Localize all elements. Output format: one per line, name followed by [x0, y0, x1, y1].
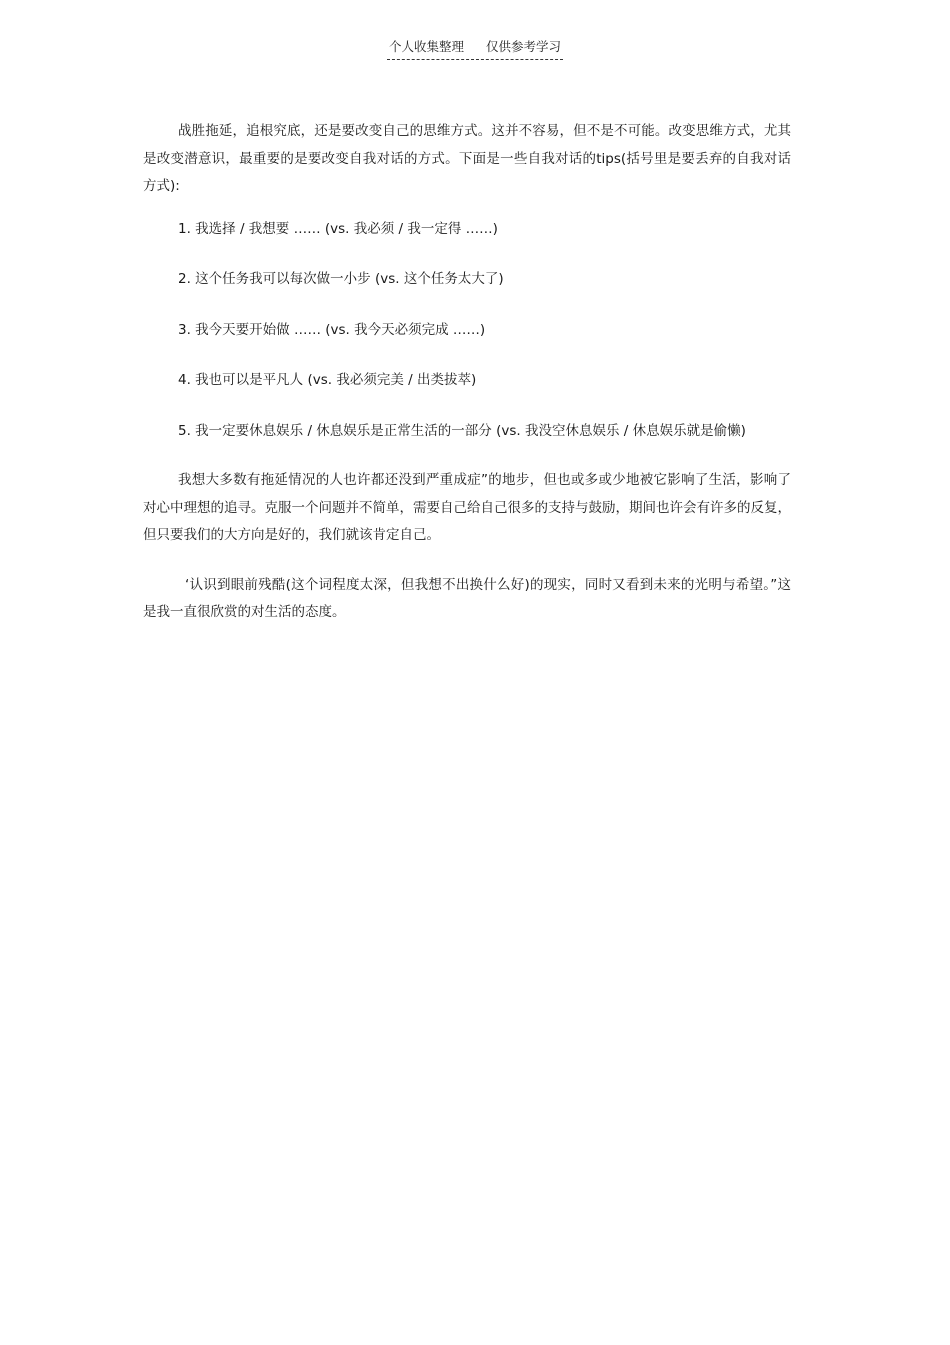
tip-item-2: 2. 这个任务我可以每次做一小步 (vs. 这个任务太大了): [178, 271, 504, 287]
tip-item-4: 4. 我也可以是平凡人 (vs. 我必须完美 / 出类拔萃): [178, 372, 477, 388]
body-paragraph: 我想大多数有拖延情况的人也许都还没到严重成症”的地步，但也或多或少地被它影响了生活，影响了对心中理想的追寻。克服一个问题并不简单，需要自己给自己很多的支持与鼓励，期间也许会有许多的反复，但只要我们的大方向是好的，我们就该肯定自己。: [143, 472, 791, 543]
header-rule: [387, 38, 563, 60]
intro-paragraph: 战胜拖延，追根究底，还是要改变自己的思维方式。这并不容易，但不是不可能。改变思维方式，尤其是改变潜意识，最重要的是要改变自我对话的方式。下面是一些自我对话的tips(括号里是要丢弃的自我对话方式):: [143, 123, 791, 194]
page-header: [0, 38, 950, 60]
header-left-text: 个人收集整理: [388, 39, 464, 54]
tip-item-5: 5. 我一定要休息娱乐 / 休息娱乐是正常生活的一部分 (vs. 我没空休息娱乐 / 休息娱乐就是偷懒): [178, 422, 746, 439]
closing-paragraph: ‘认识到眼前残酷(这个词程度太深，但我想不出换什么好)的现实，同时又看到未来的光明与希望。”这是我一直很欣赏的对生活的态度。: [143, 576, 791, 620]
header-right-text: 仅供参考学习: [486, 39, 562, 54]
tip-item-3: 3. 我今天要开始做 …… (vs. 我今天必须完成 ……): [178, 321, 486, 338]
document-body: [143, 118, 791, 649]
tip-item-1: 1. 我选择 / 我想要 …… (vs. 我必须 / 我一定得 ……): [178, 220, 498, 237]
